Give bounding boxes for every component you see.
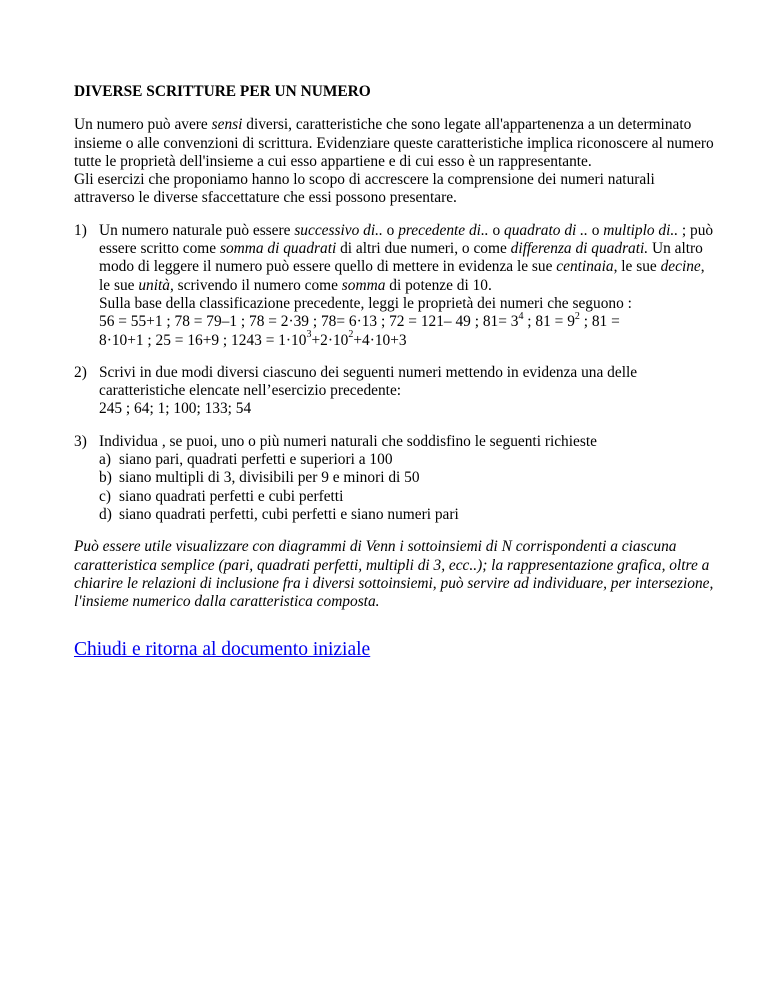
formula-text: +2·10	[311, 331, 349, 349]
sub-text: siano quadrati perfetti e cubi perfetti	[119, 487, 344, 505]
exercise-text: Un numero naturale può essere	[99, 221, 295, 239]
sub-letter: d)	[99, 505, 112, 523]
emphasis: decine	[660, 258, 701, 276]
sub-item	[99, 488, 714, 506]
emphasis: unità	[138, 276, 170, 294]
formula-text: ; 81 = 9	[523, 313, 575, 331]
emphasis: multiplo di..	[603, 221, 679, 239]
sub-text: siano quadrati perfetti, cubi perfetti e siano numeri pari	[119, 505, 459, 523]
exercise-text: , scrivendo il numero come	[169, 276, 342, 294]
document-body	[74, 83, 714, 661]
emphasis: precedente di..	[398, 221, 489, 239]
emphasis: differenza di quadrati.	[510, 240, 649, 258]
exercise-text: ; può essere scritto come	[99, 221, 714, 258]
sub-text: siano multipli di 3, divisibili per 9 e minori di 50	[119, 469, 420, 487]
document-title: DIVERSE SCRITTURE PER UN NUMERO	[74, 83, 371, 100]
exercise-list	[74, 222, 714, 524]
exercise-text: o	[382, 221, 399, 239]
exercise-text: Individua , se puoi, uno o più numeri naturali che soddisfino le seguenti richieste	[99, 432, 597, 450]
sub-letter: a)	[99, 451, 111, 469]
sub-item	[99, 506, 714, 524]
emphasis: successivo di..	[294, 221, 383, 239]
formula-line	[99, 329, 407, 349]
exponent: 4	[518, 311, 524, 323]
intro-paragraph	[74, 116, 714, 207]
formula-line	[99, 313, 620, 330]
exercise-text: di potenze di 10.	[385, 276, 492, 294]
emphasis: somma di quadrati	[219, 240, 337, 258]
sub-letter: c)	[99, 487, 111, 505]
exercise-item-2	[74, 364, 714, 419]
exercise-text: o	[488, 221, 505, 239]
intro-emphasis: sensi	[211, 116, 243, 134]
exercise-text: Scrivi in due modi diversi ciascuno dei seguenti numeri mettendo in evidenza una delle caratteristiche elencate nell’esercizio precedente:	[99, 363, 638, 400]
formula-text: ; 81 =	[579, 313, 620, 331]
emphasis: centinaia	[556, 258, 614, 276]
sub-text: siano pari, quadrati perfetti e superiori a 100	[119, 451, 393, 469]
formula-text: 56 = 55+1 ; 78 = 79–1 ; 78 = 2·39 ; 78= 6·13 ; 72 = 121– 49 ; 81= 3	[99, 313, 519, 331]
close-return-link[interactable]: Chiudi e ritorna al documento iniziale	[74, 639, 371, 661]
exercise-text: , le sue	[613, 258, 661, 276]
exercise-text: , le sue	[99, 258, 705, 294]
exercise-text: di altri due numeri, o come	[336, 240, 511, 258]
sub-letter: b)	[99, 469, 112, 487]
exercise-text: Un altro modo di leggere il numero può essere quello di mettere in evidenza le sue	[99, 240, 703, 276]
exercise-item-3	[74, 433, 714, 524]
emphasis: somma	[341, 276, 386, 294]
exercise-text: Sulla base della classificazione precedente, leggi le proprietà dei numeri che seguono :	[99, 294, 632, 312]
intro-text: diversi, caratteristiche che sono legate all'appartenenza a un determinato insieme o alle convenzioni di scrittura. Evidenziare queste caratteristiche implica riconoscere al numero tutte le proprietà dell'insieme a cui esso appartiene e di cui esso è un rappresentante.	[74, 116, 714, 170]
exercise-number: 2)	[74, 363, 87, 381]
exercise-number: 1)	[74, 221, 87, 239]
sub-list	[99, 451, 714, 524]
formula-text: +4·10+3	[353, 331, 407, 349]
exercise-text: o	[587, 221, 604, 239]
exercise-number: 3)	[74, 432, 87, 450]
venn-note: Può essere utile visualizzare con diagrammi di Venn i sottoinsiemi di N corrispondenti a ciascuna caratteristica semplice (pari, quadrati perfetti, multipli di 3, ecc..); la rappresentazione grafica, oltre a chiarire le relazioni di inclusione fra i diversi sottoinsiemi, può servire ad individuare, per intersezione, l'insieme numerico dalla caratteristica composta.	[74, 538, 714, 611]
intro-text: Un numero può avere	[74, 116, 212, 134]
exponent: 2	[348, 329, 354, 341]
exponent: 3	[306, 329, 312, 341]
exponent: 2	[574, 311, 580, 323]
intro-text: Gli esercizi che proponiamo hanno lo scopo di accrescere la comprensione dei numeri naturali attraverso le diverse sfaccettature che essi possono presentare.	[74, 171, 655, 207]
formula-text: 8·10+1 ; 25 = 16+9 ; 1243 = 1·10	[99, 331, 307, 349]
sub-item	[99, 451, 714, 469]
exercise-item-1	[74, 222, 714, 350]
sub-item	[99, 469, 714, 487]
number-list: 245 ; 64; 1; 100; 133; 54	[99, 400, 252, 418]
emphasis: quadrato di ..	[504, 221, 588, 239]
